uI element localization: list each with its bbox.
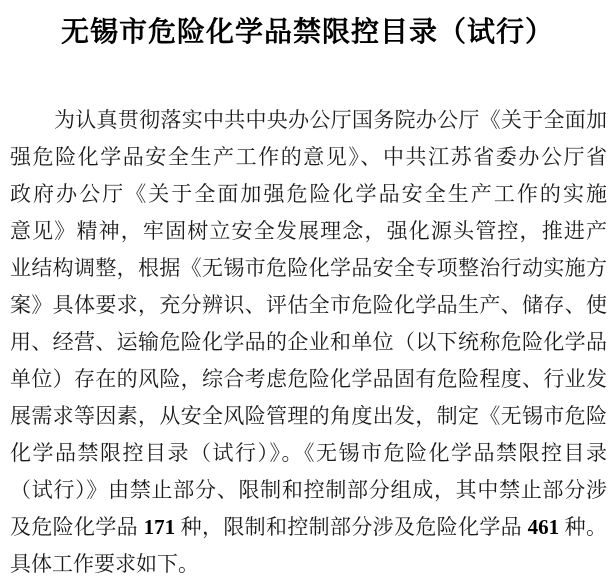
document-title: 无锡市危险化学品禁限控目录（试行） (60, 17, 554, 48)
text-line: 案》具体要求，充分辨识、评估全市危险化学品生产、储存、使 (10, 293, 607, 317)
text-line: （试行）》由禁止部分、限制和控制部分组成，其中禁止部分涉 (10, 478, 607, 502)
text-line: 强危险化学品安全生产工作的意见》、中共江苏省委办公厅省 (10, 145, 607, 169)
text-line: 用、经营、运输危险化学品的企业和单位（以下统称危险化学品 (10, 330, 607, 354)
text-line: 具体工作要求如下。 (10, 552, 199, 576)
text-line: 政府办公厅《关于全面加强危险化学品安全生产工作的实施 (10, 182, 607, 206)
text-line: 意见》精神，牢固树立安全发展理念，强化源头管控，推进产 (10, 219, 607, 243)
text-line: 展需求等因素，从安全风险管理的角度出发，制定《无锡市危险 (10, 404, 607, 428)
text-line: 为认真贯彻落实中共中央办公厅国务院办公厅《关于全面加 (54, 108, 607, 132)
text-line: 业结构调整，根据《无锡市危险化学品安全专项整治行动实施方 (10, 256, 607, 280)
count-number: 171 (143, 515, 176, 539)
count-number: 461 (527, 515, 560, 539)
text-line: 及危险化学品 171 种，限制和控制部分涉及危险化学品 461 种。 (10, 515, 607, 539)
body-paragraph (10, 102, 607, 583)
text-line: 单位）存在的风险，综合考虑危险化学品固有危险程度、行业发 (10, 367, 607, 391)
text-line: 化学品禁限控目录（试行）》。《无锡市危险化学品禁限控目录 (10, 441, 607, 465)
